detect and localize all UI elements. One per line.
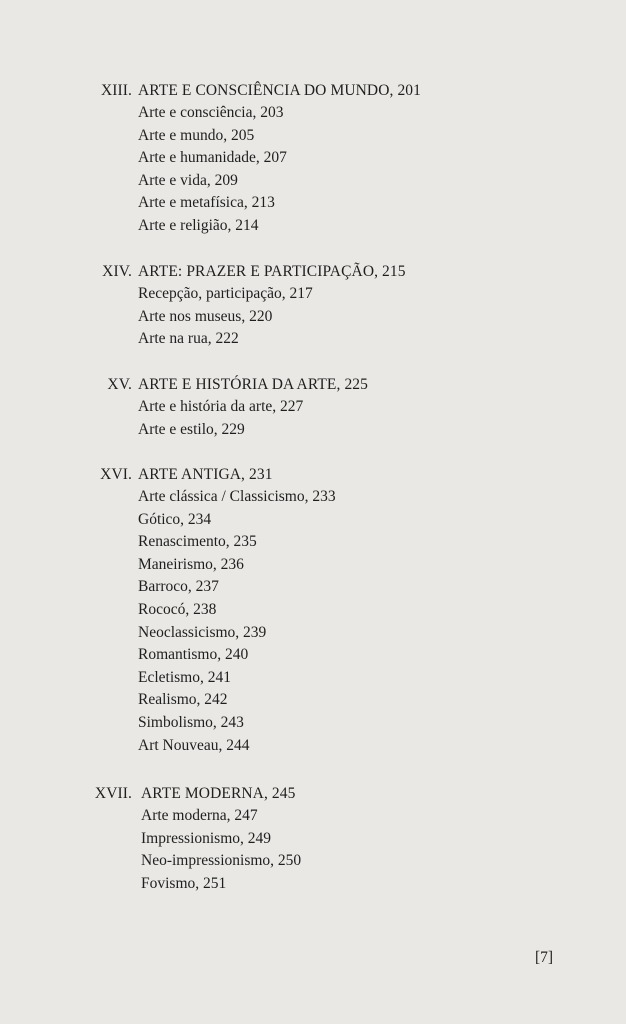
toc-entry: Arte nos museus, 220 — [138, 307, 273, 325]
toc-entry: Impressionismo, 249 — [141, 829, 272, 847]
toc-section-xiv — [0, 260, 626, 351]
toc-entry: Arte e metafísica, 213 — [138, 194, 275, 212]
toc-entry: Arte na rua, 222 — [138, 330, 239, 348]
section-title: ARTE E HISTÓRIA DA ARTE, 225 — [138, 376, 368, 393]
section-entries — [0, 283, 626, 351]
toc-entry: Neoclassicismo, 239 — [138, 623, 267, 641]
toc-entry: Arte e mundo, 205 — [138, 126, 255, 144]
section-heading — [0, 373, 626, 396]
toc-entry: Romantismo, 240 — [138, 646, 249, 664]
toc-entry: Maneirismo, 236 — [138, 555, 244, 573]
toc-entry: Arte clássica / Classicismo, 233 — [138, 488, 336, 505]
toc-entry: Fovismo, 251 — [141, 874, 227, 892]
section-heading — [0, 260, 626, 283]
section-numeral: XV. — [107, 376, 132, 393]
toc-section-xvi — [0, 463, 626, 757]
section-numeral: XVII. — [94, 785, 132, 802]
section-heading — [0, 79, 626, 102]
section-entries — [0, 805, 626, 895]
section-title: ARTE MODERNA, 245 — [141, 785, 296, 802]
toc-entry: Recepção, participação, 217 — [138, 285, 313, 302]
section-heading — [0, 782, 626, 805]
toc-entry: Simbolismo, 243 — [138, 713, 244, 731]
section-title: ARTE E CONSCIÊNCIA DO MUNDO, 201 — [138, 82, 421, 99]
toc-entry: Arte e consciência, 203 — [138, 104, 284, 121]
section-entries — [0, 102, 626, 238]
section-entries — [0, 486, 626, 757]
toc-entry: Barroco, 237 — [138, 578, 219, 596]
section-heading — [0, 463, 626, 486]
section-numeral: XVI. — [100, 466, 132, 483]
section-title: ARTE ANTIGA, 231 — [138, 466, 273, 483]
toc-entry: Arte e humanidade, 207 — [138, 149, 287, 167]
toc-entry: Art Nouveau, 244 — [138, 736, 250, 754]
toc-entry: Gótico, 234 — [138, 510, 212, 528]
section-numeral: XIII. — [100, 82, 132, 99]
toc-entry: Neo-impressionismo, 250 — [141, 852, 302, 870]
toc-entry: Arte e religião, 214 — [138, 216, 259, 234]
toc-entry: Renascimento, 235 — [138, 533, 257, 551]
toc-entry: Arte e história da arte, 227 — [138, 398, 304, 415]
toc-section-xiii — [0, 79, 626, 238]
toc-entry: Arte e estilo, 229 — [138, 420, 245, 438]
toc-section-xv — [0, 373, 626, 441]
toc-entry: Arte e vida, 209 — [138, 171, 238, 189]
section-title: ARTE: PRAZER E PARTICIPAÇÃO, 215 — [138, 263, 406, 280]
page-number: [7] — [535, 949, 554, 966]
section-numeral: XIV. — [102, 263, 132, 280]
toc-entry: Rococó, 238 — [138, 600, 217, 618]
toc-entry: Arte moderna, 247 — [141, 807, 258, 824]
toc-entry: Realismo, 242 — [138, 691, 228, 709]
toc-entry: Ecletismo, 241 — [138, 668, 231, 686]
toc-section-xvii — [0, 782, 626, 895]
section-entries — [0, 396, 626, 441]
